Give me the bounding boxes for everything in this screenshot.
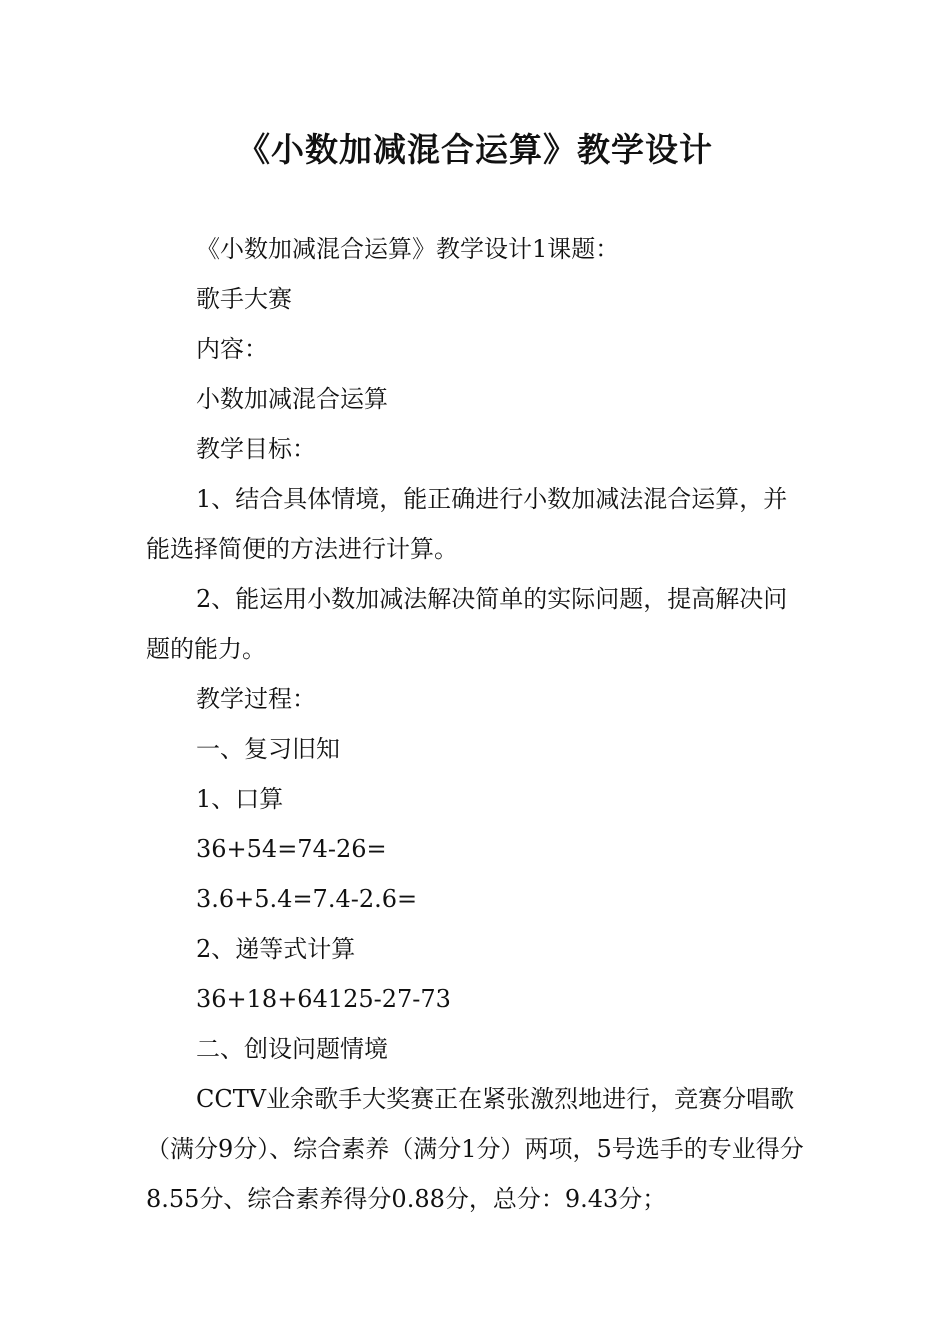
paragraph-content-label: 内容： bbox=[196, 335, 268, 363]
paragraph-calc-2: 3.6+5.4=7.4-2.6= bbox=[196, 885, 418, 913]
document-body bbox=[146, 224, 810, 1224]
paragraph-section-review: 一、复习旧知 bbox=[196, 735, 340, 763]
document-title: 《小数加减混合运算》教学设计 bbox=[237, 130, 713, 169]
paragraph-process-label: 教学过程： bbox=[196, 685, 316, 713]
paragraph-content: 小数加减混合运算 bbox=[196, 385, 388, 413]
paragraph-objective-2: 2、能运用小数加减法解决简单的实际问题，提高解决问题的能力。 bbox=[146, 585, 788, 663]
paragraph-calc-1: 36+54=74-26= bbox=[196, 835, 387, 863]
paragraph-objectives-label: 教学目标： bbox=[196, 435, 316, 463]
paragraph-stepwise-calc: 2、递等式计算 bbox=[196, 935, 356, 963]
paragraph-scenario-text: CCTV业余歌手大奖赛正在紧张激烈地进行，竞赛分唱歌（满分9分）、综合素养（满分1分）两项，5号选手的专业得分8.55分、综合素养得分0.88分，总分：9.43分； bbox=[146, 1085, 804, 1213]
paragraph-calc-3: 36+18+64125-27-73 bbox=[196, 985, 451, 1013]
paragraph-objective-1: 1、结合具体情境，能正确进行小数加减法混合运算，并能选择简便的方法进行计算。 bbox=[146, 485, 788, 563]
paragraph-section-scenario: 二、创设问题情境 bbox=[196, 1035, 388, 1063]
paragraph-oral-calc: 1、口算 bbox=[196, 785, 284, 813]
paragraph-topic: 歌手大赛 bbox=[196, 285, 292, 313]
paragraph-lesson-heading: 《小数加减混合运算》教学设计1课题： bbox=[196, 235, 620, 263]
